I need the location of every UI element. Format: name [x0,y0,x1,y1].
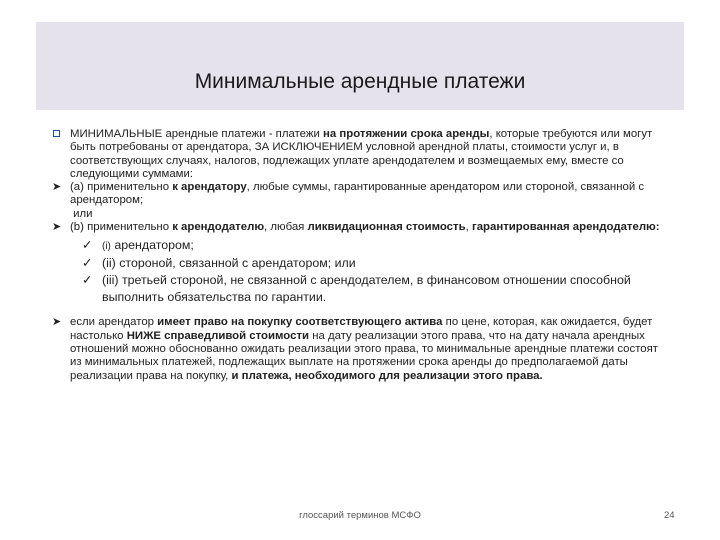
text-span: , [465,221,472,234]
text-span: , любая [264,221,308,234]
arrow-bullet-icon: ➤ [52,181,62,194]
emphasis-text: ликвидационная стоимость [307,221,466,234]
text-span: (b) применительно [70,221,173,234]
slide-content [52,128,672,383]
footer-text: глоссарий терминов МСФО [299,510,421,521]
check-icon: ✓ [82,238,93,253]
text-span: на дату реализации этого права, что на дату начала арендных отношений можно обоснованно ожидать реализации этого права, то минимальные арендные платежи состоят из минимальных платежей, подлежащих выплате на протяжении срока аренды до предполагаемой даты реализации права на покупку, [70,329,659,382]
term-text: МИНИМАЛЬНЫЕ арендные платежи [70,128,266,140]
page-title: Минимальные арендные платежи [194,70,526,93]
text-span: стороной, связанной с арендатором; или [115,256,356,271]
check-item-2 [52,255,672,272]
text-span: - платежи [265,128,324,140]
list-item-lessor [52,221,672,234]
arrow-bullet-icon: ➤ [52,316,62,329]
item-number: (ii) [102,256,116,271]
emphasis-text: к арендодателю [172,221,265,234]
list-item-purchase-option [52,316,672,382]
check-item-1 [52,237,672,255]
item-number: (iii) [102,273,119,288]
check-icon: ✓ [82,273,93,288]
text-span: третьей стороной, не связанной с арендодателем, в финансовом отношении способной выполнить обязательства по гарантии. [102,273,631,305]
emphasis-text: на протяжении срока аренды [323,128,490,140]
emphasis-text: НИЖЕ справедливой стоимости [126,329,310,342]
emphasis-text: к арендатору [172,181,247,194]
title-band [36,22,684,110]
emphasis-text: и платежа, необходимого для реализации этого права. [231,369,543,382]
arrow-bullet-icon: ➤ [52,221,62,234]
list-item-lessee [52,181,672,208]
emphasis-text: гарантированная арендодателю: [471,221,660,234]
item-number: (i) [102,241,111,253]
text-span: если арендатор [70,316,158,329]
text-span: , любые суммы, гарантированные арендатором или стороной, связанной с арендатором; [70,181,645,207]
check-item-3 [52,272,672,306]
page-number: 24 [664,510,675,521]
guarantor-list [52,237,672,306]
text-span: арендатором; [110,238,194,253]
text-span: по цене, которая, как ожидается, будет настолько [70,316,653,342]
or-text [52,208,672,221]
check-icon: ✓ [82,256,93,271]
list-item-intro [52,128,672,181]
text-span: , которые требуются или могут быть потребованы от арендатора, ЗА ИСКЛЮЧЕНИЕМ условной арендной платы, стоимости услуг и, в соответствующих случаях, налогов, подлежащих уплате арендодателем и возмещаемых ему, вместе со следующими суммами: [70,128,653,180]
text-span: (a) применительно [70,181,173,194]
emphasis-text: имеет право на покупку соответствующего актива [157,316,443,329]
text-span: или [73,207,93,220]
